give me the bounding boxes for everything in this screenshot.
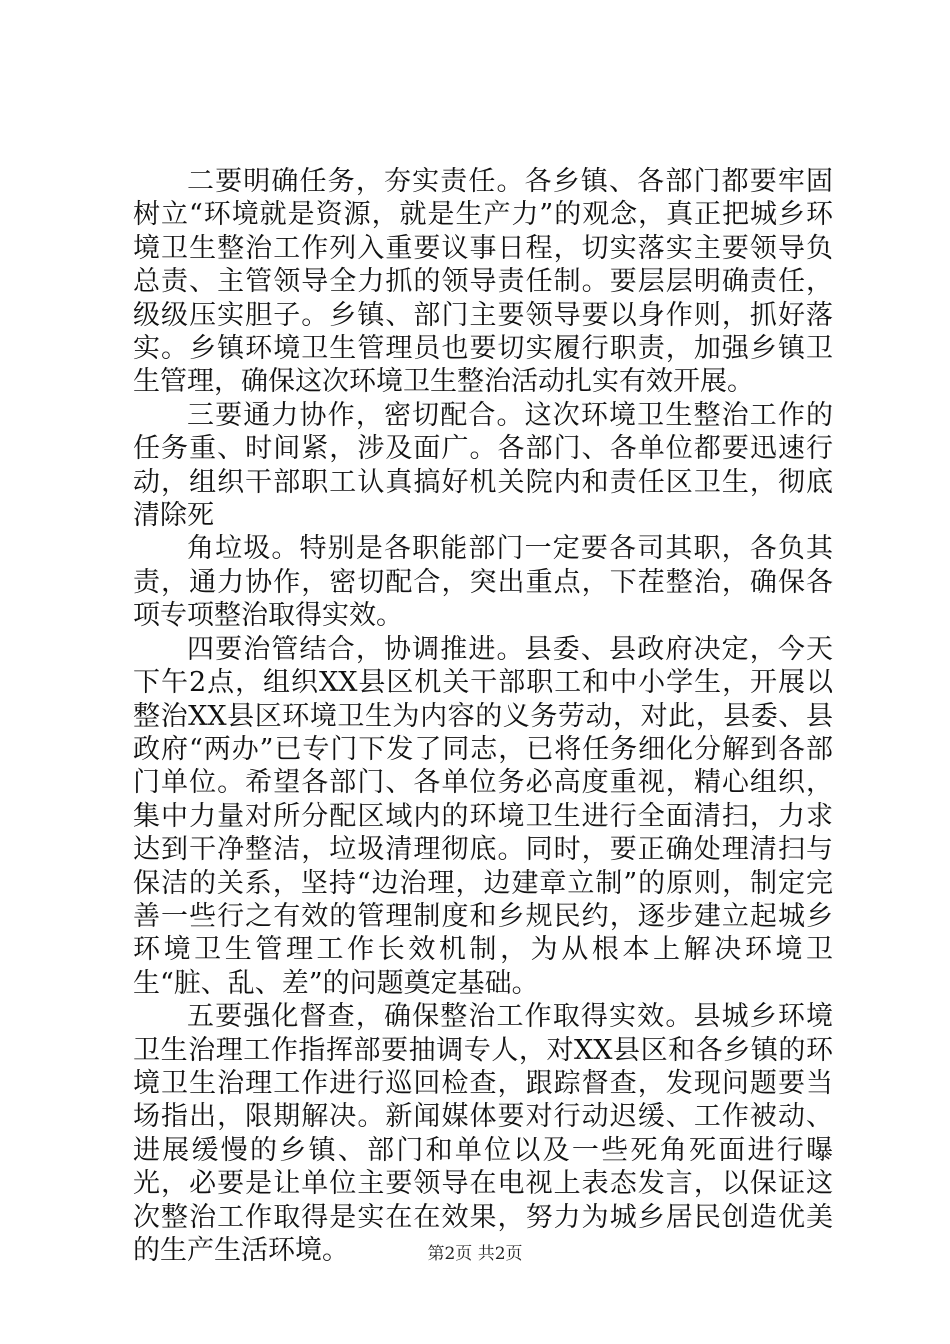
paragraph-governance: 四要治管结合，协调推进。县委、县政府决定，今天下午2点，组织XX县区机关干部职工和中小学生，开展以整治XX县区环境卫生为内容的义务劳动，对此，县委、县政府“两办”已专门下发了同志，已将任务细化分解到各部门单位。希望各部门、各单位务必高度重视，精心组织，集中力量对所分配区域内的环境卫生进行全面清扫，力求达到干净整洁，垃圾清理彻底。同时，要正确处理清扫与保洁的关系，坚持“边治理，边建章立制”的原则，制定完善一些行之有效的管理制度和乡规民约，逐步建立起城乡环境卫生管理工作长效机制，为从根本上解决环境卫生“脏、乱、差”的问题奠定基础。 <box>133 633 833 999</box>
paragraph-cooperation: 三要通力协作，密切配合。这次环境卫生整治工作的任务重、时间紧，涉及面广。各部门、各单位都要迅速行动，组织干部职工认真搞好机关院内和责任区卫生，彻底清除死 <box>133 399 833 532</box>
paragraph-supervision: 五要强化督查，确保整治工作取得实效。县城乡环境卫生治理工作指挥部要抽调专人，对XX县区和各乡镇的环境卫生治理工作进行巡回检查，跟踪督查，发现问题要当场指出，限期解决。新闻媒体要对行动迟缓、工作被动、进展缓慢的乡镇、部门和单位以及一些死角死面进行曝光，必要是让单位主要领导在电视上表态发言，以保证这次整治工作取得是实在在效果，努力为城乡居民创造优美的生产生活环境。 <box>133 1001 833 1266</box>
page-footer: 第2页 共2页 <box>427 1244 523 1264</box>
paragraph-task-responsibility: 二要明确任务，夯实责任。各乡镇、各部门都要牢固树立“环境就是资源，就是生产力”的观念，真正把城乡环境卫生整治工作列入重要议事日程，切实落实主要领导负总责、主管领导全力抓的领导责任制。要层层明确责任，级级压实胆子。乡镇、部门主要领导要以身作则，抓好落实。乡镇环境卫生管理员也要切实履行职责，加强乡镇卫生管理，确保这次环境卫生整治活动扎实有效开展。 <box>133 166 833 398</box>
paragraph-cooperation-continued: 角垃圾。特别是各职能部门一定要各司其职，各负其责，通力协作，密切配合，突出重点，下茬整治，确保各项专项整治取得实效。 <box>133 533 833 632</box>
document-body <box>133 165 833 1267</box>
